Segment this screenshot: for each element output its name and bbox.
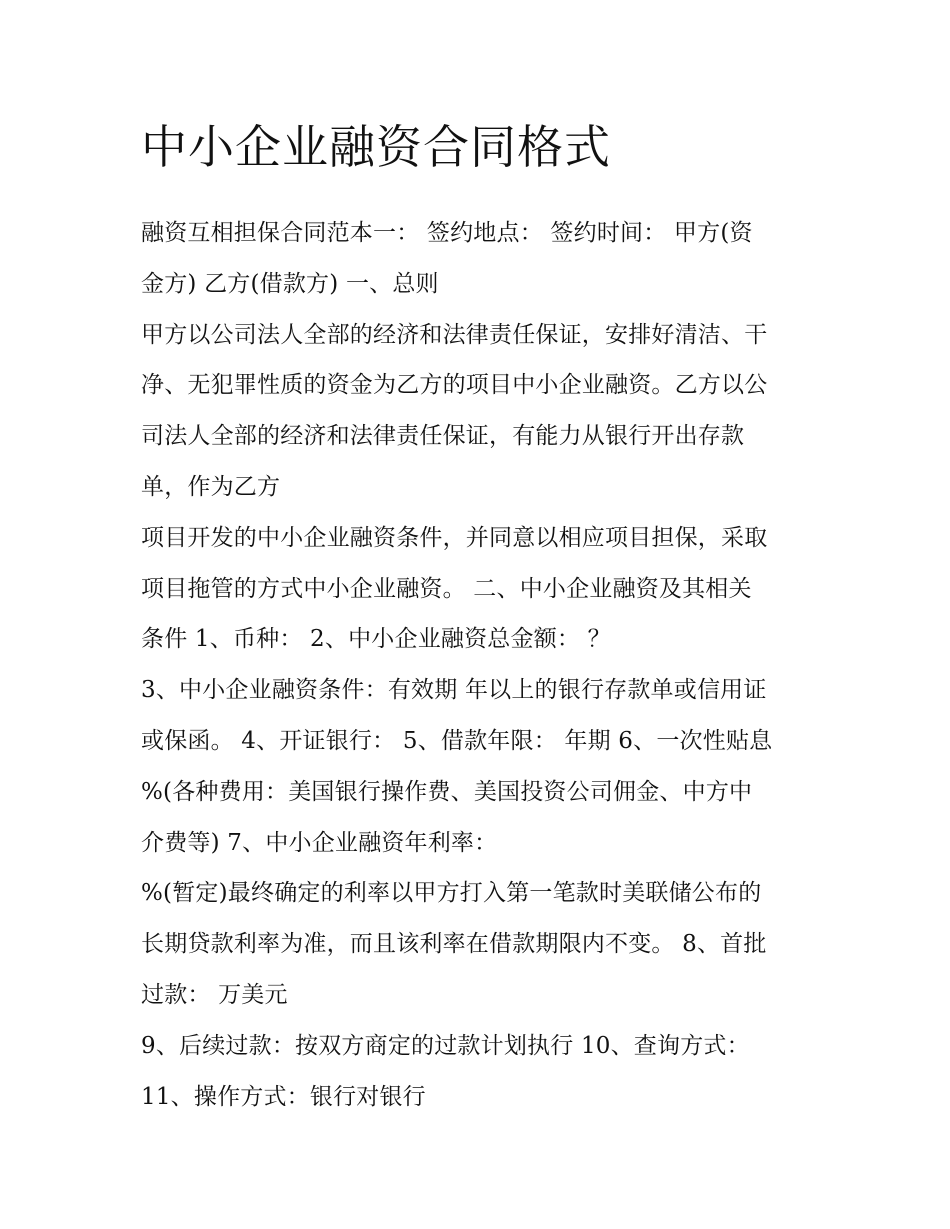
paragraph-line: 融资互相担保合同范本一： 签约地点： 签约时间： 甲方(资 (141, 220, 753, 246)
paragraph-line: 净、无犯罪性质的资金为乙方的项目中小企业融资。乙方以公 (141, 372, 768, 399)
paragraph-line: 9、后续过款：按双方商定的过款计划执行 10、查询方式： (141, 1032, 750, 1059)
paragraph-line: 条件 1、币种： 2、中小企业融资总金额： ？ (141, 626, 611, 653)
paragraph-line: 长期贷款利率为准，而且该利率在借款期限内不变。 8、首批 (141, 931, 767, 958)
paragraph (141, 208, 821, 310)
document-title: 中小企业融资合同格式 (141, 120, 611, 174)
paragraph-line: 甲方以公司法人全部的经济和法律责任保证，安排好清洁、干 (141, 321, 768, 348)
document-page (141, 112, 821, 1122)
paragraph-line: 3、中小企业融资条件：有效期 年以上的银行存款单或信用证 (141, 677, 767, 704)
document-body (141, 208, 821, 1122)
paragraph-line: %(暂定)最终确定的利率以甲方打入第一笔款时美联储公布的 (141, 880, 762, 907)
paragraph-line: 过款： 万美元 (141, 981, 288, 1008)
paragraph-line: 单，作为乙方 (141, 473, 281, 500)
paragraph-line: 介费等) 7、中小企业融资年利率： (141, 829, 498, 856)
paragraph-line: 司法人全部的经济和法律责任保证，有能力从银行开出存款 (141, 423, 745, 450)
paragraph (141, 310, 821, 513)
paragraph (141, 868, 821, 1020)
paragraph-line: 金方) 乙方(借款方) 一、总则 (141, 270, 439, 297)
paragraph-line: 或保函。 4、开证银行： 5、借款年限： 年期 6、一次性贴息 (141, 727, 773, 754)
paragraph-line: %(各种费用：美国银行操作费、美国投资公司佣金、中方中 (141, 778, 753, 805)
paragraph (141, 1021, 821, 1123)
paragraph-line: 11、操作方式：银行对银行 (141, 1083, 426, 1110)
paragraph (141, 513, 821, 665)
paragraph-line: 项目拖管的方式中小企业融资。 二、中小企业融资及其相关 (141, 575, 752, 602)
paragraph-line: 项目开发的中小企业融资条件，并同意以相应项目担保，采取 (141, 524, 768, 551)
paragraph (141, 665, 821, 868)
